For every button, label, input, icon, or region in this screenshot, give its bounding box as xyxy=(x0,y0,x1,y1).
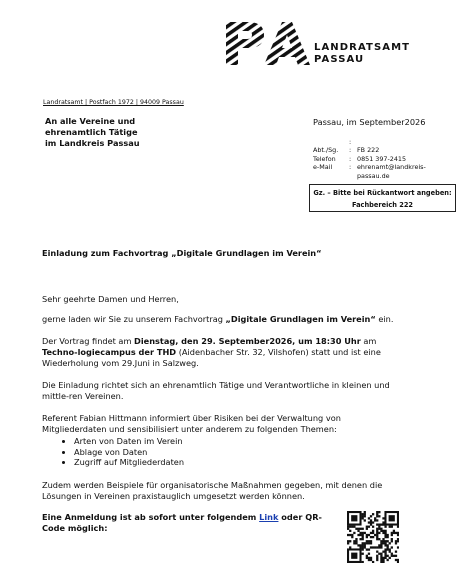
examples-paragraph: Zudem werden Beispiele für organisatorische Maßnahmen gegeben, mit denen die Lösungen in Vereinen praxistauglich umgesetzt werden können. xyxy=(42,480,383,501)
meta-row: Telefon : 0851 397-2415 xyxy=(313,155,453,163)
speaker-paragraph: Referent Fabian Hittmann informiert über Risiken bei der Verwaltung von Mitgliederdaten und sensibilisiert unter anderem zu folgenden Themen: xyxy=(42,413,341,434)
meta-row xyxy=(313,172,453,180)
topic-item: • Ablage von Daten xyxy=(74,447,402,458)
registration-qr-code[interactable] xyxy=(347,511,399,563)
talk-title: „Digitale Grundlagen im Verein“ xyxy=(225,314,376,324)
recipient-line: im Landkreis Passau xyxy=(45,138,140,148)
letter-subject: Einladung zum Fachvortrag „Digitale Grundlagen im Verein“ xyxy=(42,248,322,258)
reply-note: Gz. – Bitte bei Rückantwort angeben: xyxy=(313,189,452,197)
recipient-line: ehrenamtlich Tätige xyxy=(45,127,138,137)
meta-value: 0851 397-2415 xyxy=(357,154,407,163)
audience-paragraph: Die Einladung richtet sich an ehrenamtlich Tätige und Verantwortliche in kleinen und mittle-ren Vereinen. xyxy=(42,380,390,401)
meta-value: FB 222 xyxy=(357,146,380,155)
org-name-line1: LANDRATSAMT xyxy=(314,42,411,53)
event-datetime: Dienstag, den 29. September2026, um 18:30 Uhr xyxy=(134,336,361,346)
registration-paragraph: Eine Anmeldung ist ab sofort unter folgendem Link oder QR-Code möglich: xyxy=(42,512,322,533)
meta-row: Abt./Sg. : FB 222 xyxy=(313,146,453,154)
topic-item: • Zugriff auf Mitgliederdaten xyxy=(74,457,402,468)
meta-value: passau.de xyxy=(357,171,390,180)
contact-meta xyxy=(313,138,453,180)
meta-value: ehrenamt@landkreis- xyxy=(357,163,426,172)
meta-key: Telefon xyxy=(313,154,336,163)
intro-paragraph: gerne laden wir Sie zu unserem Fachvortrag „Digitale Grundlagen im Verein“ ein. xyxy=(42,314,394,324)
event-venue: Techno-logiecampus der THD xyxy=(42,347,177,357)
recipient-block xyxy=(45,116,205,149)
registration-link[interactable]: Link xyxy=(259,512,279,522)
meta-row: : xyxy=(349,138,352,146)
org-name xyxy=(314,42,410,66)
meta-key: Abt./Sg. xyxy=(313,146,339,155)
place-date: Passau, im September2026 xyxy=(313,117,426,127)
reply-reference-box xyxy=(309,184,456,212)
meta-key: e-Mail xyxy=(313,163,333,172)
meta-row: e-Mail : ehrenamt@landkreis- xyxy=(313,163,453,171)
salutation: Sehr geehrte Damen und Herren, xyxy=(42,294,179,304)
topics-list xyxy=(42,436,402,468)
recipient-line: An alle Vereine und xyxy=(45,116,136,126)
reply-department: Fachbereich 222 xyxy=(351,201,413,209)
topic-item: • Arten von Daten im Verein xyxy=(74,436,402,447)
event-paragraph: Der Vortrag findet am Dienstag, den 29. September2026, um 18:30 Uhr am Techno-logiecampus der THD (Aidenbacher Str. 32, Vilshofen) statt und ist eine Wiederholung vom 29.Juni in Salzweg. xyxy=(42,336,381,368)
sender-line: Landratsamt | Postfach 1972 | 94009 Passau xyxy=(43,99,184,106)
org-name-line2: PASSAU xyxy=(314,54,365,65)
landratsamt-logo xyxy=(224,18,310,66)
